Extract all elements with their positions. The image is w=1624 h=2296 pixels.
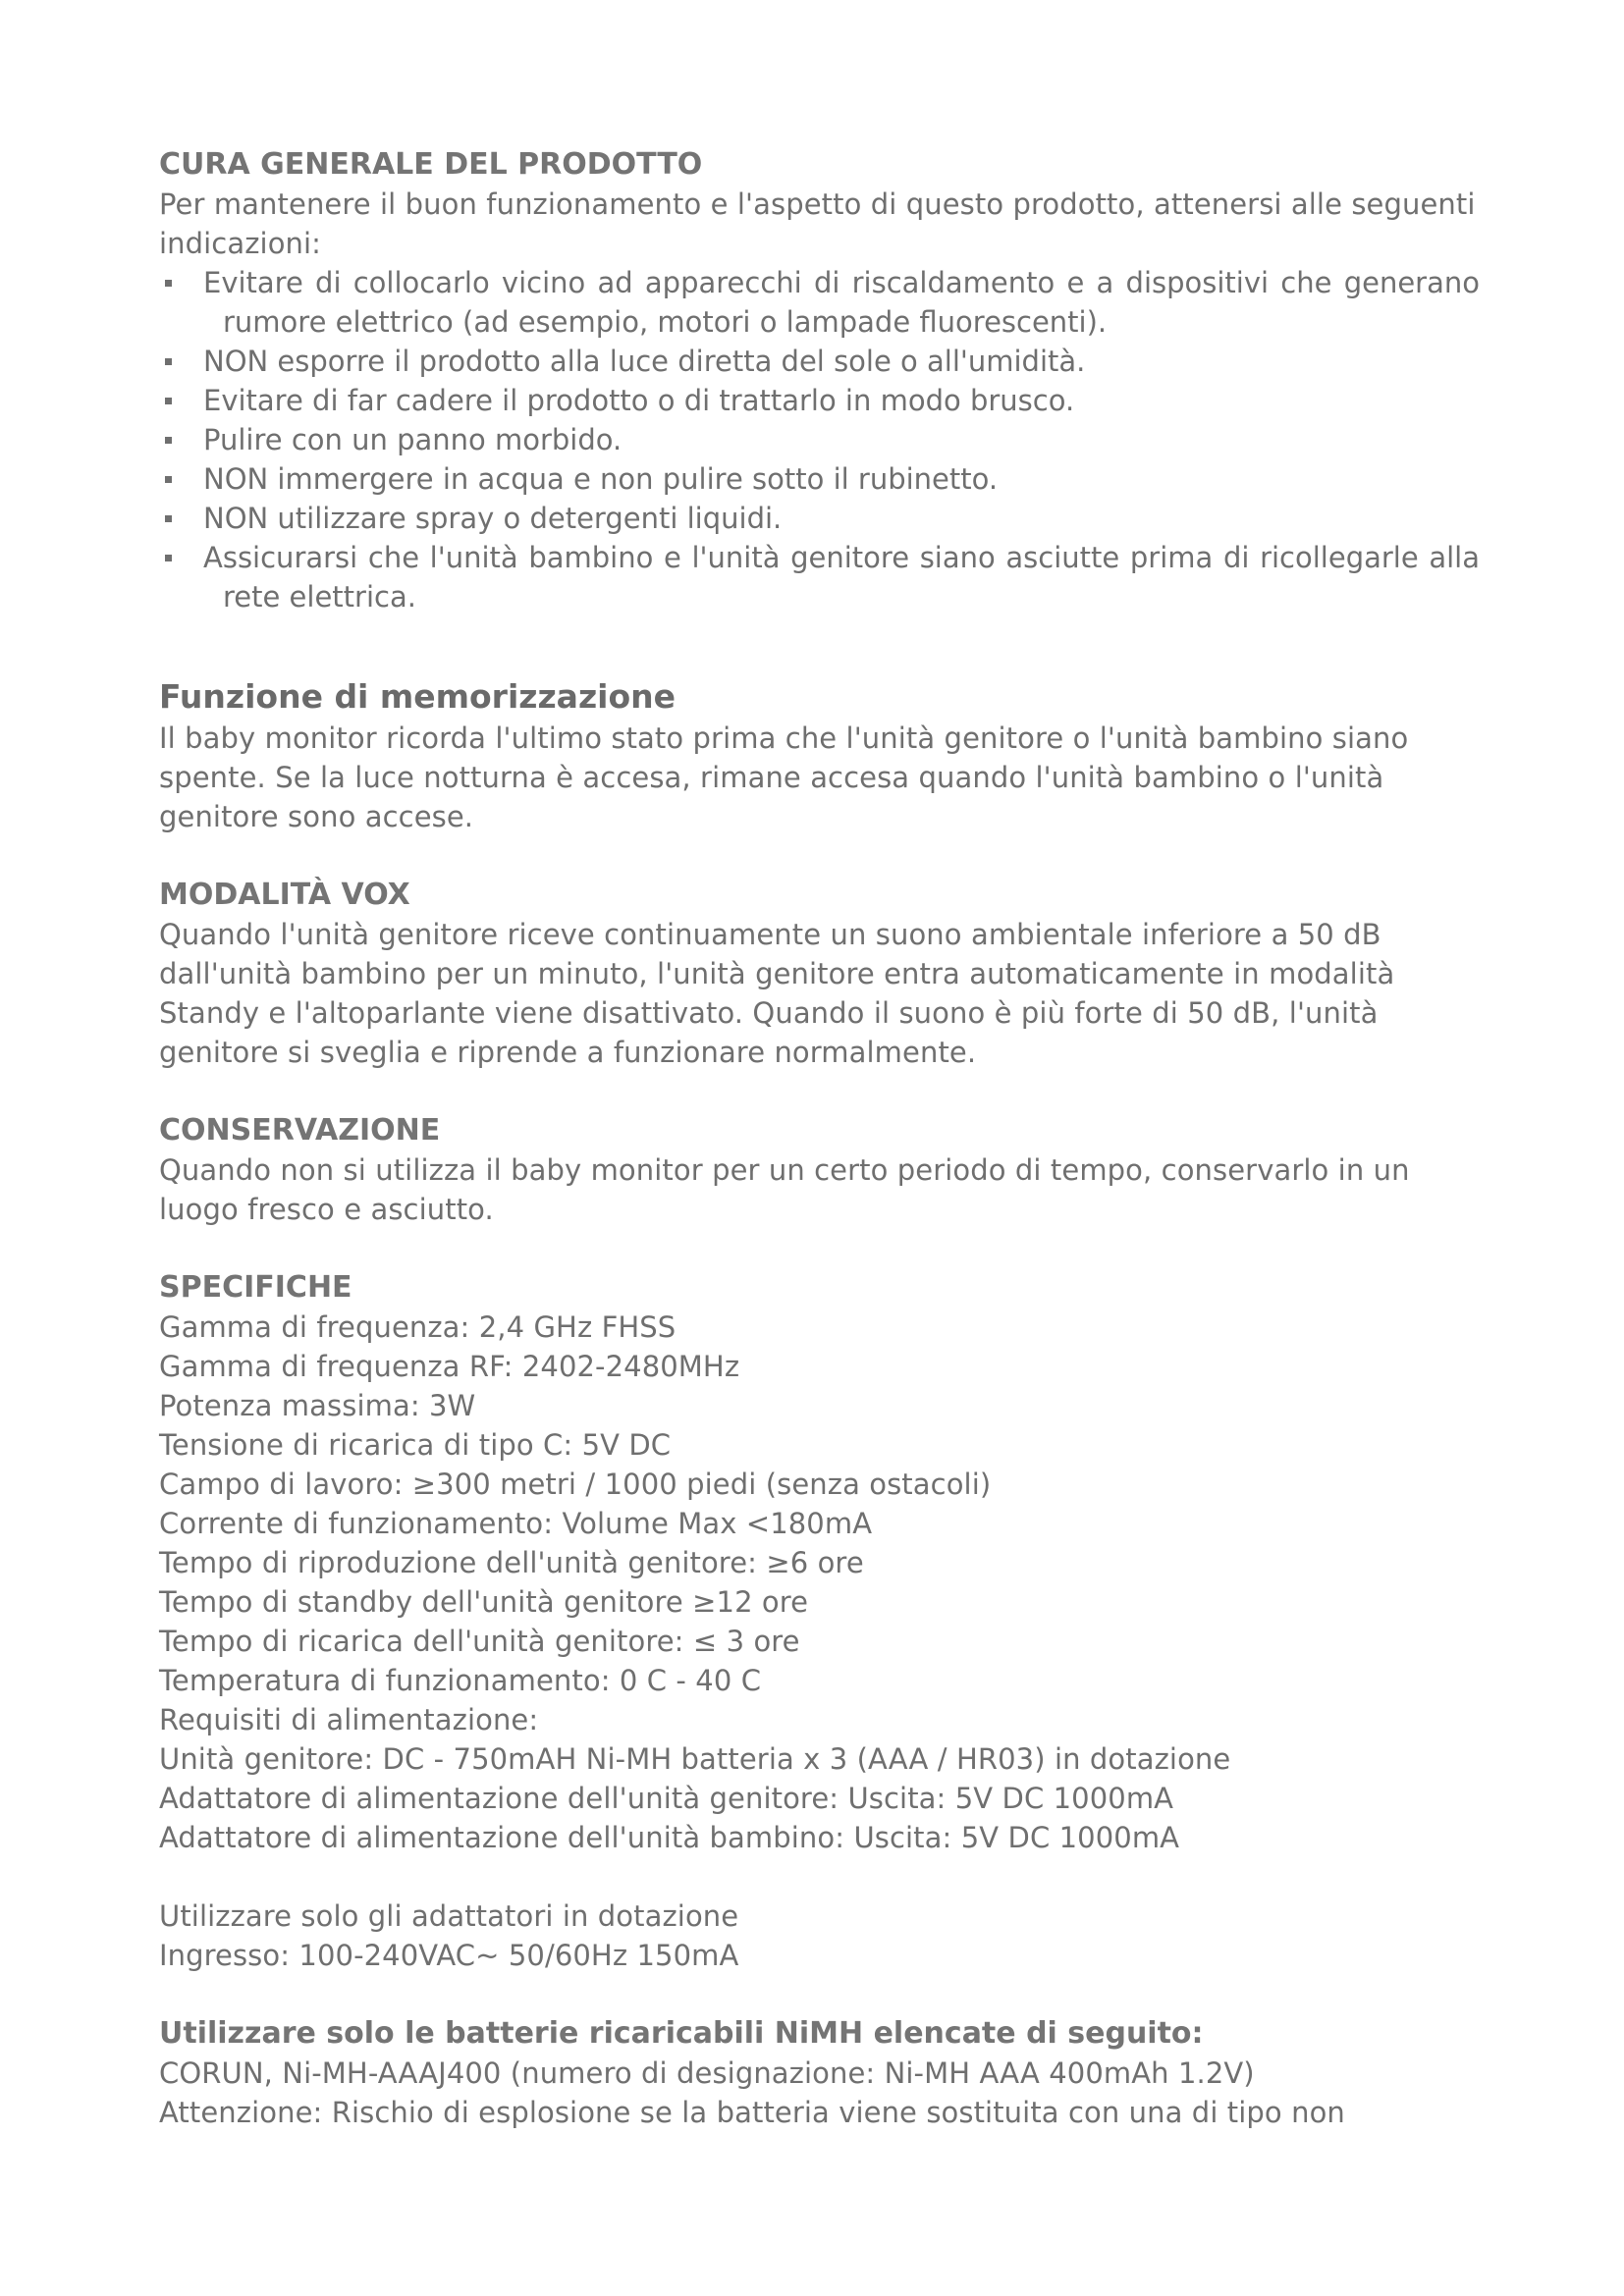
spacer — [159, 836, 1480, 876]
spec-line: Tempo di ricarica dell'unità genitore: ≤ 3 ore — [159, 1625, 800, 1658]
battery-line: Attenzione: Rischio di esplosione se la batteria viene sostituita con una di tipo non — [159, 2096, 1345, 2129]
bullet-icon — [165, 437, 172, 444]
spec-line: Adattatore di alimentazione dell'unità genitore: Uscita: 5V DC 1000mA — [159, 1782, 1174, 1815]
document-page — [159, 145, 1480, 2132]
conservazione-body: Quando non si utilizza il baby monitor per un certo periodo di tempo, conservarlo in un luogo fresco e asciutto. — [159, 1153, 1410, 1226]
section-title-batterie: Utilizzare solo le batterie ricaricabili NiMH elencate di seguito: — [159, 2016, 1204, 2051]
list-item-text: NON esporre il prodotto alla luce diretta del sole o all'umidità. — [203, 345, 1086, 378]
list-item-text: Evitare di far cadere il prodotto o di trattarlo in modo brusco. — [203, 384, 1075, 417]
spec-line: Tempo di riproduzione dell'unità genitore: ≥6 ore — [159, 1546, 864, 1579]
bullet-icon — [165, 476, 172, 483]
list-item — [159, 263, 1480, 342]
list-item-text: NON utilizzare spray o detergenti liquidi. — [203, 502, 783, 535]
spacer — [159, 1857, 1480, 1896]
section-vox — [159, 876, 1480, 1072]
section-memorizzazione — [159, 675, 1480, 836]
spec-line: Gamma di frequenza: 2,4 GHz FHSS — [159, 1310, 677, 1344]
bullet-icon — [165, 398, 172, 404]
bullet-icon — [165, 280, 172, 287]
spec-line: Tempo di standby dell'unità genitore ≥12 ore — [159, 1585, 809, 1619]
section-batterie — [159, 2014, 1480, 2132]
list-item-text: Pulire con un panno morbido. — [203, 423, 623, 456]
section-cura-generale — [159, 145, 1480, 616]
adapter-line: Ingresso: 100-240VAC~ 50/60Hz 150mA — [159, 1939, 739, 1972]
spec-line: Adattatore di alimentazione dell'unità bambino: Uscita: 5V DC 1000mA — [159, 1821, 1180, 1854]
section-title-cura: CURA GENERALE DEL PRODOTTO — [159, 147, 703, 182]
section-conservazione — [159, 1111, 1480, 1229]
specs-list — [159, 1308, 1480, 1857]
bullet-icon — [165, 515, 172, 522]
section-specifiche — [159, 1268, 1480, 1975]
vox-body: Quando l'unità genitore riceve continuamente un suono ambientale inferiore a 50 dB dall'unità bambino per un minuto, l'unità genitore entra automaticamente in modalità Standy e l'altoparlante viene disattivato. Quando il suono è più forte di 50 dB, l'unità genitore si sveglia e riprende a funzionare normalmente. — [159, 918, 1395, 1069]
section-title-conservazione: CONSERVAZIONE — [159, 1113, 441, 1148]
list-item — [159, 459, 1480, 499]
list-item — [159, 420, 1480, 459]
memorizzazione-body: Il baby monitor ricorda l'ultimo stato prima che l'unità genitore o l'unità bambino siano spente. Se la luce notturna è accesa, rimane accesa quando l'unità bambino o l'unità genitore sono accese. — [159, 721, 1409, 833]
adapter-note — [159, 1896, 1480, 1975]
list-item — [159, 342, 1480, 381]
batterie-body — [159, 2054, 1480, 2132]
section-title-specifiche: SPECIFICHE — [159, 1270, 352, 1305]
cura-bullet-list — [159, 263, 1480, 616]
bullet-icon — [165, 555, 172, 561]
spec-line: Temperatura di funzionamento: 0 C - 40 C — [159, 1664, 762, 1697]
spacer — [159, 1229, 1480, 1268]
bullet-icon — [165, 358, 172, 365]
spacer — [159, 1975, 1480, 2014]
list-item — [159, 538, 1480, 616]
section-title-memorizzazione: Funzione di memorizzazione — [159, 677, 677, 716]
list-item-text: NON immergere in acqua e non pulire sotto il rubinetto. — [203, 462, 999, 496]
spacer — [159, 1072, 1480, 1111]
spec-line: Corrente di funzionamento: Volume Max <180mA — [159, 1507, 873, 1540]
list-item-text: Evitare di collocarlo vicino ad apparecchi di riscaldamento e a dispositivi che generano rumore elettrico (ad esempio, motori o lampade fluorescenti). — [203, 266, 1480, 339]
adapter-line: Utilizzare solo gli adattatori in dotazione — [159, 1899, 739, 1933]
spec-line: Campo di lavoro: ≥300 metri / 1000 piedi (senza ostacoli) — [159, 1468, 992, 1501]
section-title-vox: MODALITÀ VOX — [159, 878, 410, 912]
battery-line: CORUN, Ni-MH-AAAJ400 (numero di designazione: Ni-MH AAA 400mAh 1.2V) — [159, 2056, 1255, 2090]
list-item — [159, 499, 1480, 538]
spec-line: Potenza massima: 3W — [159, 1389, 476, 1422]
spacer — [159, 616, 1480, 675]
cura-intro: Per mantenere il buon funzionamento e l'aspetto di questo prodotto, attenersi alle seguenti indicazioni: — [159, 187, 1476, 260]
spec-line: Gamma di frequenza RF: 2402-2480MHz — [159, 1350, 740, 1383]
list-item-text: Assicurarsi che l'unità bambino e l'unità genitore siano asciutte prima di ricollegarle alla rete elettrica. — [203, 541, 1480, 614]
list-item — [159, 381, 1480, 420]
spec-line: Tensione di ricarica di tipo C: 5V DC — [159, 1428, 672, 1462]
spec-line: Unità genitore: DC - 750mAH Ni-MH batteria x 3 (AAA / HR03) in dotazione — [159, 1742, 1231, 1776]
spec-line: Requisiti di alimentazione: — [159, 1703, 539, 1736]
